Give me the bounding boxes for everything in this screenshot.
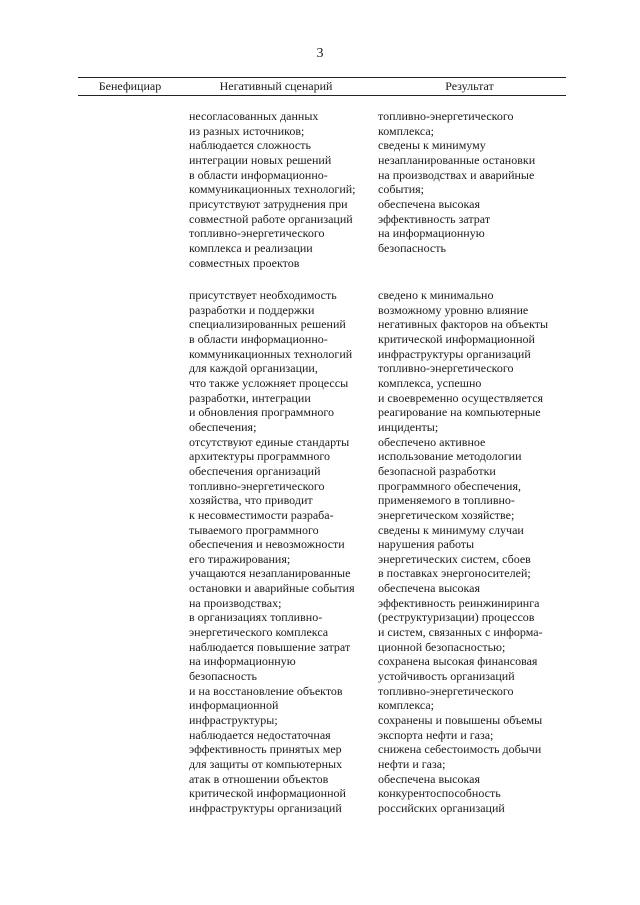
column-header-beneficiary: Бенефициар — [98, 79, 162, 93]
text-line: на информационную — [378, 226, 485, 241]
text-line: на производствах; — [189, 595, 282, 610]
result-block-2 — [378, 288, 566, 816]
text-line: к несовместимости разраба- — [189, 507, 334, 522]
text-line: снижена себестоимость добычи — [378, 742, 542, 757]
text-line: коммуникационных технологий — [189, 346, 353, 361]
text-line: безопасность — [189, 669, 257, 684]
text-line: применяемого в топливно- — [378, 493, 515, 508]
text-line: обеспечения; — [189, 419, 257, 434]
text-line: топливно-энергетического — [378, 109, 514, 123]
text-line: на производствах и аварийные — [378, 167, 535, 182]
text-line: на информационную — [189, 654, 296, 669]
text-line: что также усложняет процессы — [189, 375, 349, 390]
text-line: разработки и поддержки — [189, 302, 315, 317]
text-line: тываемого программного — [189, 522, 319, 537]
result-block-1 — [378, 109, 566, 256]
text-line: в области информационно- — [189, 331, 328, 346]
negative-scenario-block-2 — [189, 288, 373, 816]
text-line: инфраструктуры организаций — [189, 800, 342, 815]
text-line: ционной безопасностью; — [378, 639, 506, 654]
text-line: возможному уровню влияние — [378, 302, 529, 317]
text-line: и систем, связанных с информа- — [378, 625, 543, 640]
text-line: разработки, интеграции — [189, 390, 311, 405]
text-line: специализированных решений — [189, 317, 346, 332]
text-line: несогласованных данных — [189, 109, 319, 123]
text-line: (реструктуризации) процессов — [378, 610, 535, 625]
text-line: присутствует необходимость — [189, 288, 337, 302]
text-line: обеспечения организаций — [189, 463, 321, 478]
text-line: комплекса; — [378, 123, 434, 138]
text-line: для каждой организации, — [189, 361, 318, 376]
text-line: инфраструктуры организаций — [378, 346, 531, 361]
text-line: для защиты от компьютерных — [189, 757, 343, 771]
text-line: обеспечена высокая — [378, 581, 481, 596]
text-line: коммуникационных технологий; — [189, 182, 356, 197]
text-line: реагирование на компьютерные — [378, 405, 541, 420]
text-line: архитектуры программного — [189, 449, 331, 464]
text-line: эффективность затрат — [378, 211, 491, 226]
text-line: сохранены и повышены объемы — [378, 713, 543, 728]
text-line: обеспечена высокая — [378, 196, 481, 211]
negative-scenario-block-1 — [189, 109, 373, 270]
text-line: нефти и газа; — [378, 757, 446, 771]
text-line: энергетическом хозяйстве; — [378, 507, 515, 522]
text-line: из разных источников; — [189, 123, 305, 138]
text-line: эффективность реинжиниринга — [378, 595, 540, 610]
text-line: присутствуют затруднения при — [189, 196, 348, 211]
text-line: учащаются незапланированные — [189, 566, 351, 581]
text-line: его тиражирования; — [189, 551, 291, 566]
text-line: информационной — [189, 698, 279, 713]
text-line: в организациях топливно- — [189, 610, 323, 625]
text-line: топливно-энергетического — [189, 226, 325, 241]
text-line: в поставках энергоносителей; — [378, 566, 531, 581]
text-line: инфраструктуры; — [189, 713, 278, 728]
text-line: обеспечено активное — [378, 434, 486, 449]
text-line: обеспечена высокая — [378, 771, 481, 786]
text-line: события; — [378, 182, 425, 197]
text-line: наблюдается сложность — [189, 138, 311, 153]
text-line: комплекса, успешно — [378, 375, 482, 390]
text-line: сохранена высокая финансовая — [378, 654, 538, 669]
text-line: энергетического комплекса — [189, 625, 329, 640]
text-line: негативных факторов на объекты — [378, 317, 549, 332]
column-header-result: Результат — [445, 79, 494, 93]
text-line: сведено к минимально — [378, 288, 494, 302]
text-line: отсутствуют единые стандарты — [189, 434, 350, 449]
text-line: незапланированные остановки — [378, 152, 536, 167]
text-line: и обновления программного — [189, 405, 335, 420]
text-line: остановки и аварийные события — [189, 581, 355, 596]
text-line: сведены к минимуму случаи — [378, 522, 524, 537]
text-line: атак в отношении объектов — [189, 771, 329, 786]
text-line: программного обеспечения, — [378, 478, 521, 493]
text-line: хозяйства, что приводит — [189, 493, 313, 508]
text-line: и на восстановление объектов — [189, 683, 343, 698]
text-line: энергетических систем, сбоев — [378, 551, 531, 566]
text-line: топливно-энергетического — [378, 361, 514, 376]
text-line: экспорта нефти и газа; — [378, 727, 494, 742]
text-line: и своевременно осуществляется — [378, 390, 544, 405]
page-number: 3 — [316, 46, 324, 61]
text-line: интеграции новых решений — [189, 152, 332, 167]
text-line: безопасной разработки — [378, 463, 496, 478]
text-line: комплекса; — [378, 698, 434, 713]
text-line: использование методологии — [378, 449, 522, 464]
text-line: безопасность — [378, 240, 446, 255]
text-line: наблюдается повышение затрат — [189, 639, 351, 654]
text-line: эффективность принятых мер — [189, 742, 342, 757]
text-line: совместной работе организаций — [189, 211, 353, 226]
text-line: совместных проектов — [189, 255, 300, 270]
table-header-bottom-rule — [78, 95, 566, 96]
text-line: комплекса и реализации — [189, 240, 313, 255]
text-line: устойчивость организаций — [378, 669, 515, 684]
column-header-negative-scenario: Негативный сценарий — [219, 79, 333, 93]
text-line: в области информационно- — [189, 167, 328, 182]
text-line: топливно-энергетического — [378, 683, 514, 698]
table-header-top-rule — [78, 77, 566, 78]
text-line: сведены к минимуму — [378, 138, 486, 153]
text-line: инциденты; — [378, 419, 439, 434]
text-line: критической информационной — [189, 786, 346, 801]
text-line: критической информационной — [378, 331, 535, 346]
text-line: нарушения работы — [378, 537, 475, 552]
text-line: обеспечения и невозможности — [189, 537, 345, 552]
text-line: конкурентоспособность — [378, 786, 501, 801]
text-line: российских организаций — [378, 800, 505, 815]
text-line: топливно-энергетического — [189, 478, 325, 493]
text-line: наблюдается недостаточная — [189, 727, 331, 742]
